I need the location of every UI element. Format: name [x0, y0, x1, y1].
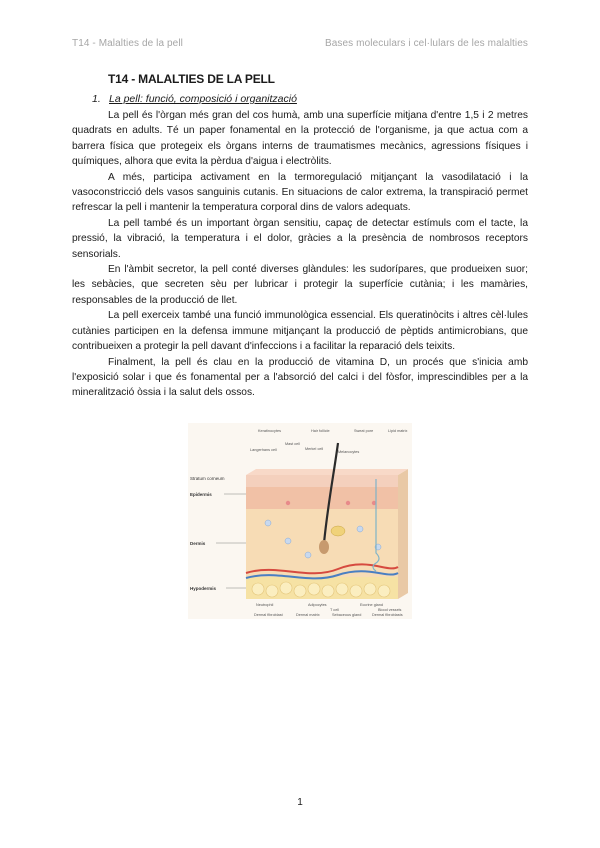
- paragraph: La pell exerceix també una funció immunològica essencial. Els queratinòcits i altres cèl·lules cutànies participen en la defensa immune mitjançant la producció de pèptids antimicrobians, que contribueixen a protegir la pell davant d'infeccions i a facilitar la reparació dels teixits.: [72, 310, 528, 353]
- label-langerhans-cell: Langerhans cell: [250, 448, 277, 452]
- page-number: 1: [297, 797, 303, 808]
- skin-top-face: [246, 469, 408, 475]
- label-eccrine-gland: Eccrine gland: [360, 603, 384, 607]
- label-blood-vessels: Blood vessels: [378, 608, 402, 612]
- skin-side-face: [398, 469, 408, 599]
- label-sebaceous-gland: Sebaceous gland: [332, 613, 362, 617]
- layer-label-dermis: Dermis: [190, 541, 206, 546]
- body-text: [72, 108, 528, 401]
- label-mast-cell: Mast cell: [285, 442, 300, 446]
- section-number: 1.: [92, 93, 101, 105]
- section-label: La pell: funció, composició i organització: [109, 93, 297, 105]
- header-left: T14 - Malalties de la pell: [72, 38, 183, 49]
- paragraph: La pell és l'òrgan més gran del cos humà, amb una superfície mitjana d'entre 1,5 i 2 metres quadrats en adults. Té un paper fonamental en la protecció de l'organisme, ja que actua com a barrera física que protegeix els òrgans interns de traumatismes mecànics, agressions físiques i químiques, alhora que evita la pèrdua d'aigua i electròlits.: [72, 110, 528, 168]
- label-sweat-pore: Sweat pore: [354, 429, 374, 433]
- label-dermal-fibroblasts: Dermal fibroblasts: [372, 613, 403, 617]
- layer-label-stratum-corneum: Stratum corneum: [190, 476, 225, 481]
- sebaceous-gland-graphic: [331, 526, 345, 536]
- label-adipocytes: Adipocytes: [308, 603, 327, 607]
- skin-diagram: [188, 423, 412, 619]
- label-t-cell: T cell: [330, 608, 340, 612]
- label-neutrophil: Neutrophil: [256, 603, 274, 607]
- label-hair-follicle: Hair follicle: [311, 429, 330, 433]
- layer-label-epidermis: Epidermis: [190, 492, 212, 497]
- page-title: T14 - MALALTIES DE LA PELL: [108, 72, 275, 86]
- label-keratinocytes: Keratinocytes: [258, 429, 282, 433]
- label-dermal-fibroblast: Dermal fibroblast: [254, 613, 283, 617]
- paragraph: La pell també és un important òrgan sensitiu, capaç de detectar estímuls com el tacte, la pressió, la vibració, la temperatura i el dolor, gràcies a la presència de nombrosos receptors sensorials.: [72, 217, 528, 260]
- label-dermal-matrix: Dermal matrix: [296, 613, 320, 617]
- stratum-corneum-band: [246, 475, 398, 487]
- paragraph: A més, participa activament en la termoregulació mitjançant la vasodilatació i la vasoconstricció dels vasos sanguinis cutanis. En situacions de calor extrema, la transpiració permet refrescar la pell i mantenir la temperatura corporal dins de valors adequats.: [72, 171, 528, 214]
- section-heading: [92, 93, 297, 105]
- header-right: Bases moleculars i cel·lulars de les malalties: [324, 38, 528, 49]
- label-lipid-matrix: Lipid matrix: [388, 429, 408, 433]
- epidermis-layer: [246, 487, 398, 509]
- paragraph: En l'àmbit secretor, la pell conté diverses glàndules: les sudorípares, que produeixen suor; les sebàcies, que secreten sèu per lubricar i protegir la superfície cutània; i les mamàries, responsables de la producció de llet.: [72, 264, 528, 306]
- label-merkel-cell: Merkel cell: [305, 447, 324, 451]
- hair-bulb-graphic: [319, 540, 329, 554]
- paragraph: Finalment, la pell és clau en la producció de vitamina D, un procés que s'inicia amb l'exposició solar i que és fonamental per a l'absorció del calci i del fòsfor, imprescindibles per a la mineralització òssia i la salut dels ossos.: [72, 356, 528, 399]
- label-melanocytes: Melanocytes: [338, 450, 360, 454]
- layer-label-hypodermis: Hypodermis: [190, 586, 217, 591]
